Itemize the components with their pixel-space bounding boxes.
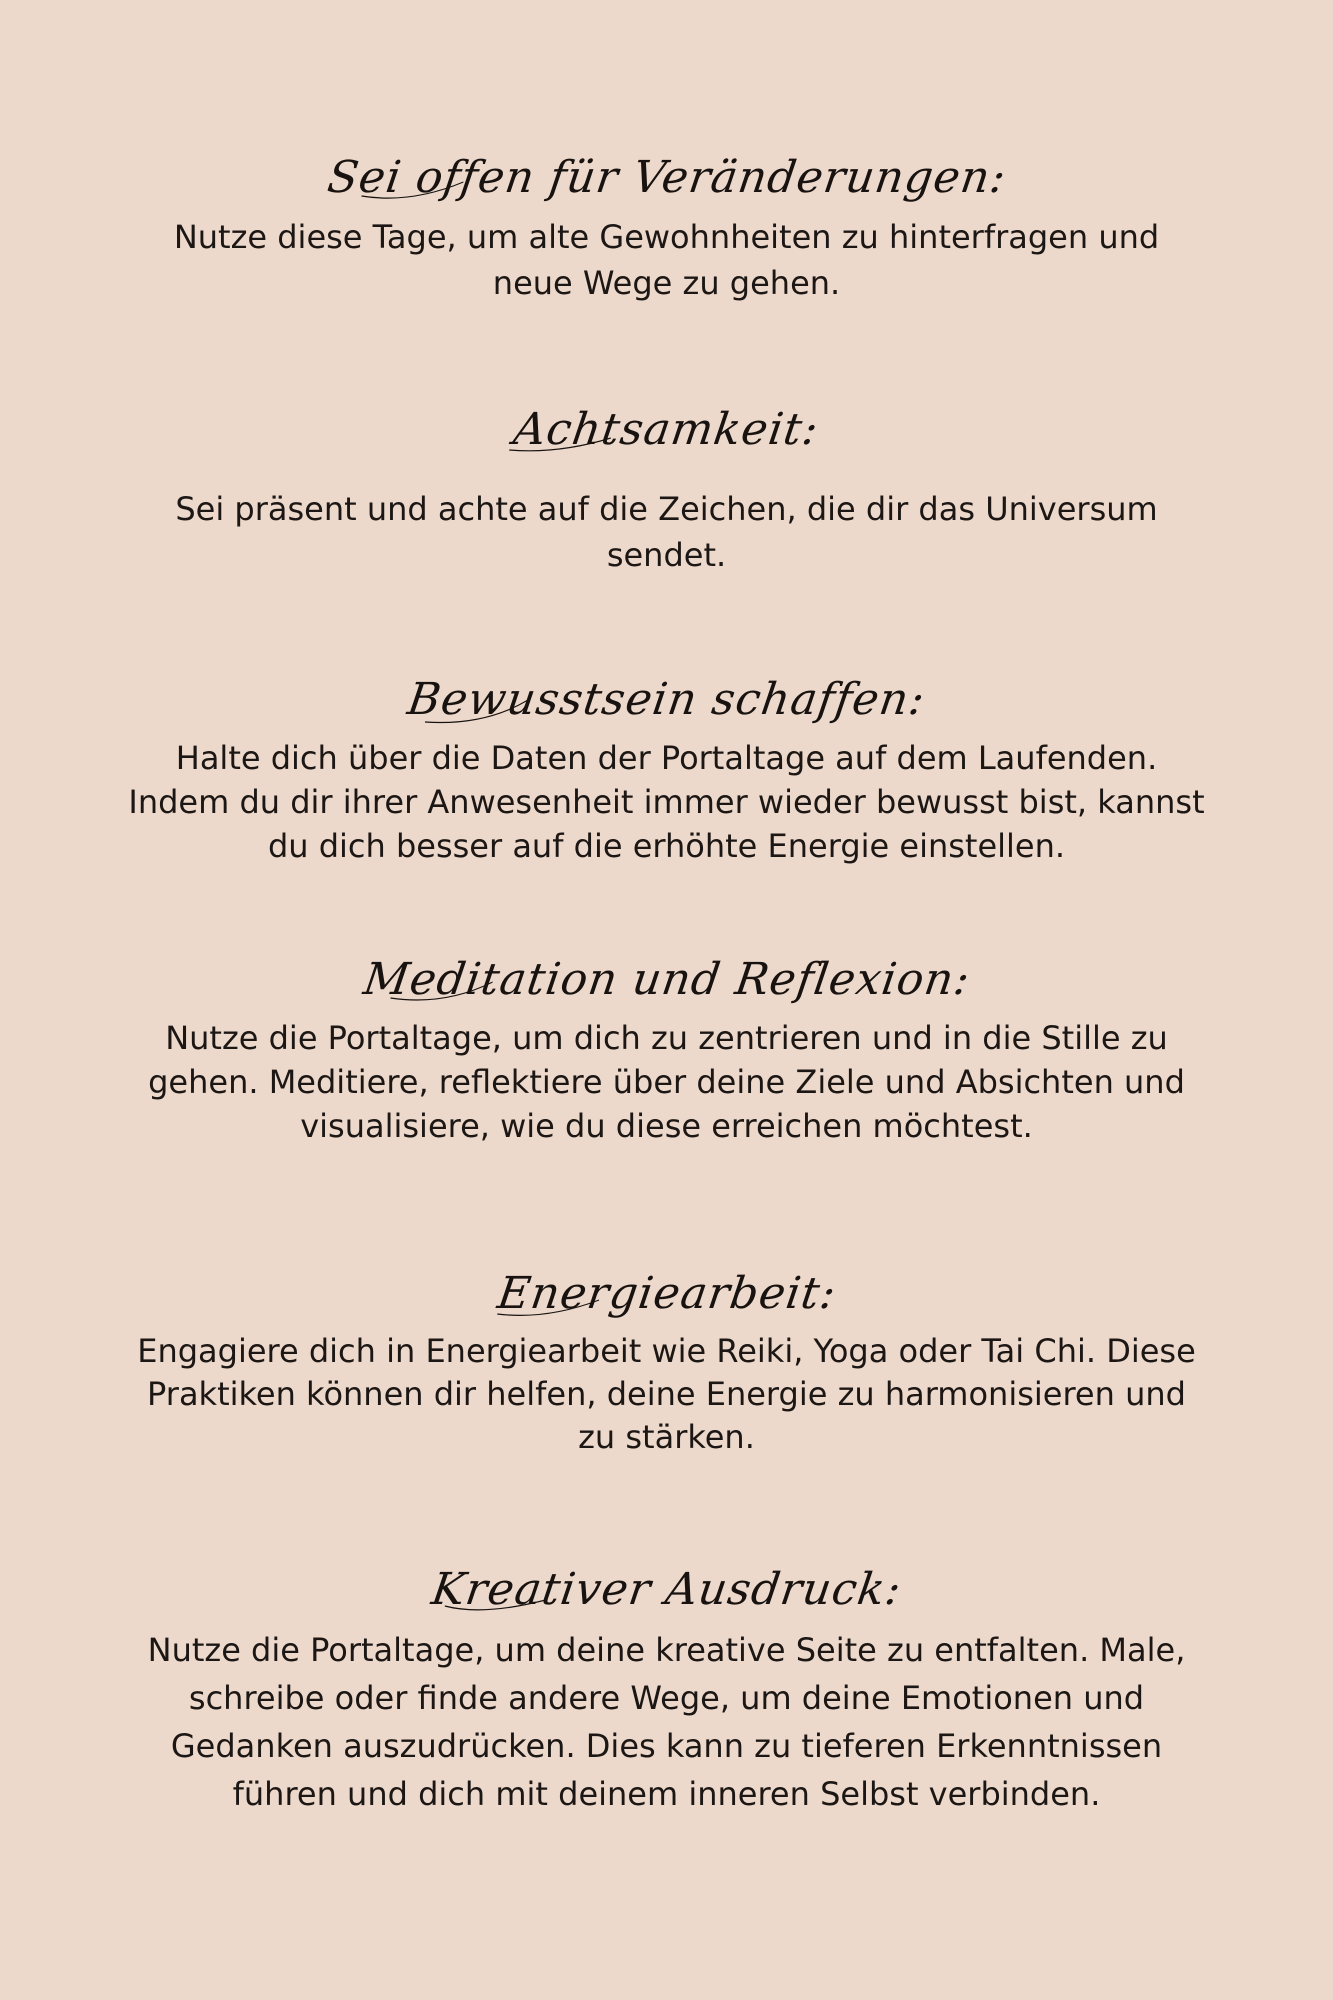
section-heading	[388, 1560, 946, 1620]
section-text: Engagiere dich in Energiearbeit wie Reiki, Yoga oder Tai Chi. Diese Praktiken können dir helfen, deine Energie zu harmonisieren und zu stärken.	[137, 1332, 1196, 1456]
section-veraenderungen	[0, 148, 1333, 306]
section-heading	[283, 148, 1049, 208]
section-heading	[453, 1264, 879, 1324]
heading-text: Kreativer Ausdruck:	[428, 1564, 905, 1615]
section-text: Nutze diese Tage, um alte Gewohnheiten zu hinterfragen und neue Wege zu gehen.	[173, 218, 1160, 302]
section-bewusstsein	[0, 670, 1333, 868]
section-text: Nutze die Portaltage, um deine kreative Seite zu entfalten. Male, schreibe oder finde andere Wege, um deine Emotionen und Gedanken auszudrücken. Dies kann zu tieferen Erkenntnissen führen und dich mit deinem inneren Selbst verbinden.	[147, 1631, 1186, 1813]
heading-text: Achtsamkeit:	[510, 404, 823, 455]
section-achtsamkeit	[0, 400, 1333, 578]
section-energiearbeit	[0, 1264, 1333, 1459]
heading-text: Bewusstsein schaffen:	[404, 674, 929, 725]
section-meditation	[0, 950, 1333, 1148]
section-heading	[470, 400, 863, 460]
section-text: Sei präsent und achte auf die Zeichen, die dir das Universum sendet.	[175, 490, 1158, 574]
section-heading	[319, 950, 1013, 1010]
section-kreativer-ausdruck	[0, 1560, 1333, 1818]
heading-text: Sei offen für Veränderungen:	[324, 152, 1010, 203]
section-text: Nutze die Portaltage, um dich zu zentrieren und in die Stille zu gehen. Meditiere, reflektiere über deine Ziele und Absichten und visualisiere, wie du diese erreichen möchtest.	[148, 1019, 1185, 1145]
heading-text: Meditation und Reflexion:	[360, 954, 974, 1005]
heading-text: Energiearbeit:	[494, 1268, 840, 1319]
section-heading	[364, 670, 969, 730]
section-text: Halte dich über die Daten der Portaltage auf dem Laufenden. Indem du dir ihrer Anwesenheit immer wieder bewusst bist, kannst du dich besser auf die erhöhte Energie einstellen.	[128, 739, 1205, 865]
